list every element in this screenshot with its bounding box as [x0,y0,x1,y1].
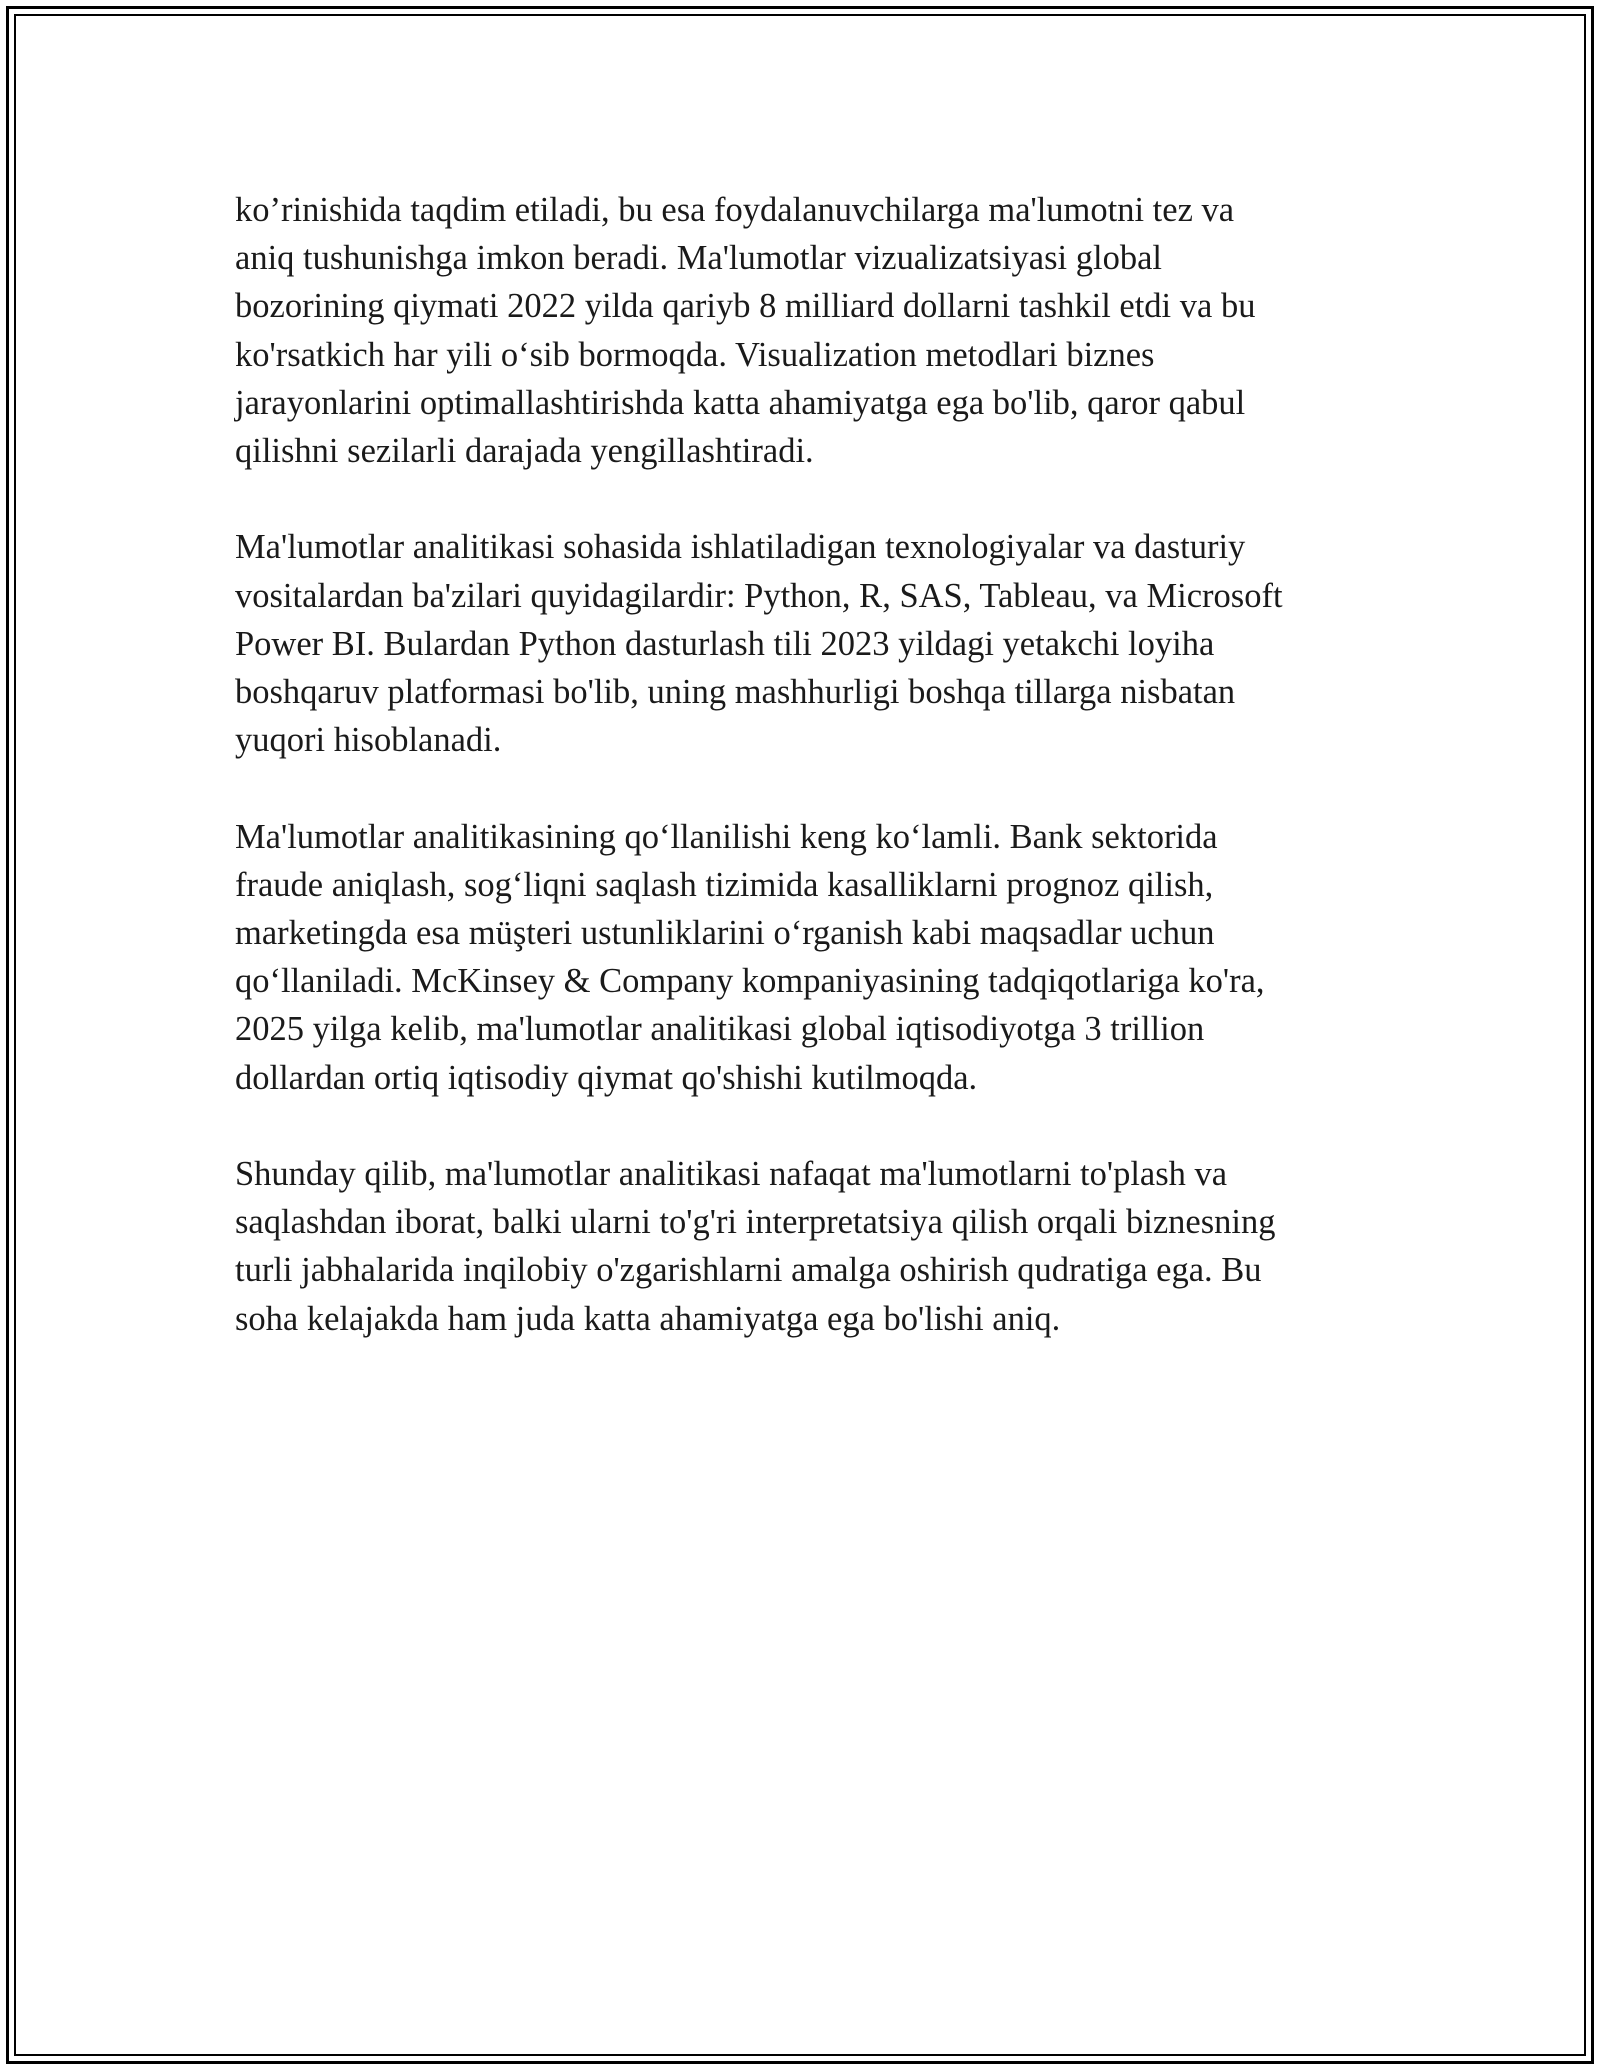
paragraph-applications: Ma'lumotlar analitikasining qo‘llanilishi keng ko‘lamli. Bank sektorida fraude aniqlash, sog‘liqni saqlash tizimida kasalliklarni prognoz qilish, marketingda esa müşteri ustunliklarini o‘rganish kabi maqsadlar uchun qo‘llaniladi. McKinsey & Company kompaniyasining tadqiqotlariga ko'ra, 2025 yilga kelib, ma'lumotlar analitikasi global iqtisodiyotga 3 trillion dollardan ortiq iqtisodiy qiymat qo'shishi kutilmoqda. [235,817,1265,1097]
paragraph-visualization: ko’rinishida taqdim etiladi, bu esa foydalanuvchilarga ma'lumotni tez va aniq tushunishga imkon beradi. Ma'lumotlar vizualizatsiyasi global bozorining qiymati 2022 yilda qariyb 8 milliard dollarni tashkil etdi va bu ko'rsatkich har yili o‘sib bormoqda. Visualization metodlari biznes jarayonlarini optimallashtirishda katta ahamiyatga ega bo'lib, qaror qabul qilishni sezilarli darajada yengillashtiradi. [235,191,1256,471]
document-body [235,186,1370,1391]
paragraph-technologies: Ma'lumotlar analitikasi sohasida ishlatiladigan texnologiyalar va dasturiy vositalardan ba'zilari quyidagilardir: Python, R, SAS, Tableau, va Microsoft Power BI. Bulardan Python dasturlash tili 2023 yildagi yetakchi loyiha boshqaruv platformasi bo'lib, uning mashhurligi boshqa tillarga nisbatan yuqori hisoblanadi. [235,528,1283,760]
paragraph-conclusion: Shunday qilib, ma'lumotlar analitikasi nafaqat ma'lumotlarni to'plash va saqlashdan iborat, balki ularni to'g'ri interpretatsiya qilish orqali biznesning turli jabhalarida inqilobiy o'zgarishlarni amalga oshirish qudratiga ega. Bu soha kelajakda ham juda katta ahamiyatga ega bo'lishi aniq. [235,1155,1276,1338]
